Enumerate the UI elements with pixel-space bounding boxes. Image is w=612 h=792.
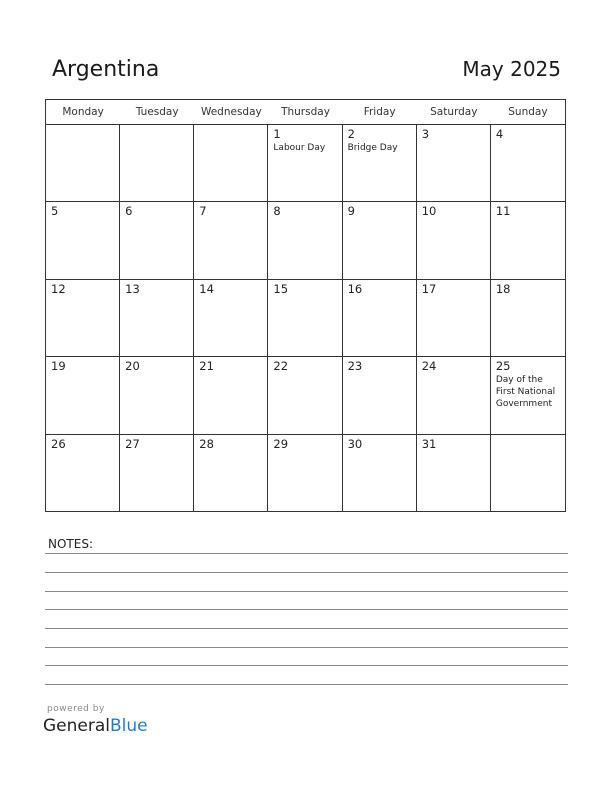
day-number: 4 xyxy=(495,127,504,141)
day-cell xyxy=(417,202,491,278)
day-number: 27 xyxy=(125,436,140,451)
note-line xyxy=(45,572,568,573)
day-cell xyxy=(194,280,268,356)
weekday-header: Saturday xyxy=(430,106,478,118)
weekday-header: Thursday xyxy=(281,106,330,118)
week-row xyxy=(46,435,565,512)
day-number: 10 xyxy=(421,204,437,219)
note-line xyxy=(45,647,568,648)
day-cell xyxy=(194,435,268,512)
day-cell xyxy=(343,280,417,356)
day-number: 30 xyxy=(347,436,363,451)
week-row xyxy=(46,202,565,279)
day-number: 3 xyxy=(421,127,430,141)
day-cell xyxy=(343,357,417,433)
day-number: 17 xyxy=(421,281,437,296)
note-line xyxy=(45,591,568,592)
holiday-label: Bridge Day xyxy=(347,143,398,153)
day-cell xyxy=(491,280,565,356)
day-cell xyxy=(46,280,120,356)
day-cell xyxy=(268,357,342,433)
day-number: 8 xyxy=(273,204,281,219)
note-line xyxy=(45,684,568,685)
brand-general: General xyxy=(43,716,110,736)
day-cell xyxy=(268,280,342,356)
day-cell xyxy=(194,202,268,278)
day-cell xyxy=(120,202,194,278)
day-number: 5 xyxy=(51,204,59,219)
day-cell xyxy=(417,435,491,512)
day-cell xyxy=(491,435,565,512)
day-number: 31 xyxy=(421,436,437,451)
day-cell xyxy=(194,357,268,433)
day-cell xyxy=(120,435,194,512)
day-cell xyxy=(417,357,491,433)
day-number: 12 xyxy=(51,281,66,296)
day-cell xyxy=(491,357,565,433)
day-cell xyxy=(46,202,120,278)
day-number: 6 xyxy=(125,204,133,219)
week-row xyxy=(46,357,565,434)
weekday-header: Sunday xyxy=(508,106,548,118)
note-line xyxy=(45,628,568,629)
day-number: 15 xyxy=(273,281,289,296)
day-cell xyxy=(46,357,120,433)
day-number: 7 xyxy=(199,204,207,219)
day-number: 11 xyxy=(495,204,511,219)
day-number: 29 xyxy=(273,436,289,451)
day-number: 14 xyxy=(199,281,214,296)
day-number: 13 xyxy=(125,281,140,296)
day-cell xyxy=(343,435,417,512)
day-number: 1 xyxy=(273,127,281,141)
day-cell xyxy=(343,202,417,278)
day-cell xyxy=(417,280,491,356)
weekday-header-row xyxy=(46,100,565,125)
day-cell xyxy=(268,125,342,201)
notes-label: NOTES: xyxy=(48,537,93,551)
note-line xyxy=(45,553,568,554)
week-row xyxy=(46,280,565,357)
day-cell xyxy=(46,125,120,201)
day-cell xyxy=(343,125,417,201)
note-line xyxy=(45,609,568,610)
holiday-label: Day of the First National Government xyxy=(495,375,556,410)
day-cell xyxy=(417,125,491,201)
day-cell xyxy=(120,280,194,356)
day-number: 26 xyxy=(51,436,66,451)
holiday-label: Labour Day xyxy=(273,143,326,153)
weekday-header: Monday xyxy=(62,106,104,118)
powered-by-text: powered by xyxy=(47,704,105,714)
day-cell xyxy=(268,202,342,278)
generalblue-logo xyxy=(43,716,148,736)
day-cell xyxy=(46,435,120,512)
day-cell xyxy=(491,125,565,201)
weekday-header: Friday xyxy=(363,106,396,118)
day-cell xyxy=(194,125,268,201)
day-number: 20 xyxy=(125,359,140,374)
day-number: 22 xyxy=(273,359,289,374)
day-number: 2 xyxy=(347,127,355,141)
day-cell xyxy=(120,357,194,433)
weekday-header: Wednesday xyxy=(200,106,262,118)
weekday-header: Tuesday xyxy=(135,106,179,118)
day-number: 23 xyxy=(347,359,363,374)
day-number: 21 xyxy=(199,359,214,374)
country-title: Argentina xyxy=(52,57,160,82)
note-line xyxy=(45,665,568,666)
brand-blue: Blue xyxy=(110,716,148,736)
day-number: 28 xyxy=(199,436,214,451)
day-number: 25 xyxy=(495,359,511,374)
day-cell xyxy=(268,435,342,512)
day-number: 16 xyxy=(347,281,363,296)
calendar-grid xyxy=(45,99,566,512)
day-number: 19 xyxy=(51,359,66,374)
day-number: 24 xyxy=(421,359,437,374)
week-row xyxy=(46,125,565,202)
day-number: 9 xyxy=(347,204,355,219)
day-cell xyxy=(120,125,194,201)
day-cell xyxy=(491,202,565,278)
month-title: May 2025 xyxy=(462,57,561,81)
day-number: 18 xyxy=(495,281,511,296)
